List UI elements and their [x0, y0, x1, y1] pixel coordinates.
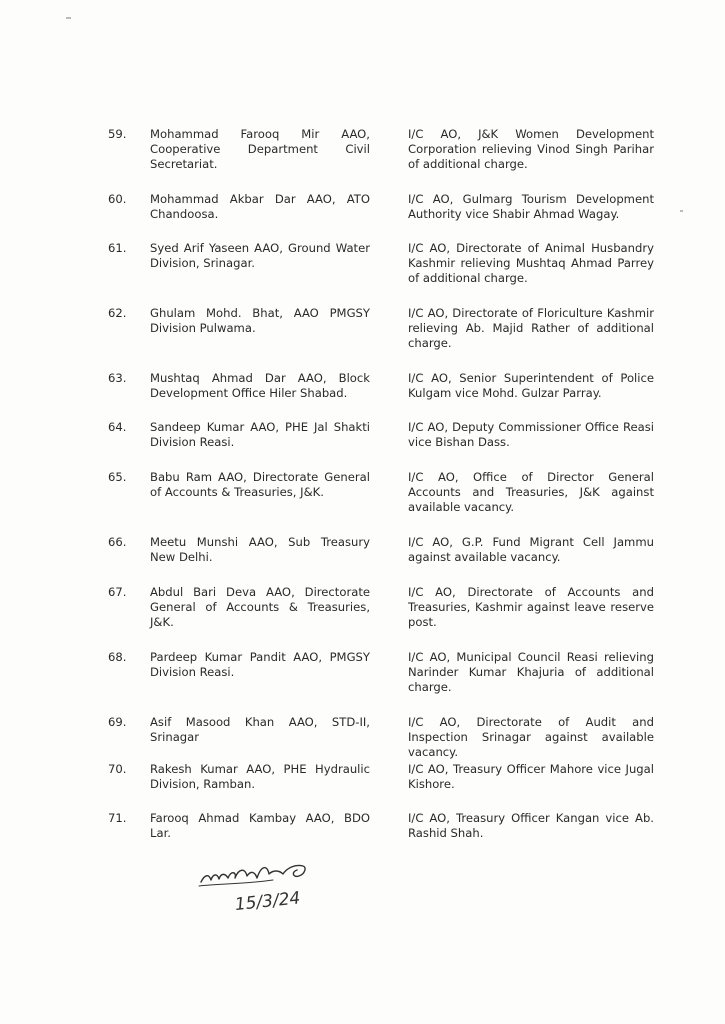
entry-number: 70.	[108, 762, 127, 776]
officer-details: Rakesh Kumar AAO, PHE Hydraulic Division, Ramban.	[150, 762, 370, 791]
officer-details: Mushtaq Ahmad Dar AAO, Block Development Office Hiler Shabad.	[150, 371, 370, 400]
posting-details: I/C AO, Deputy Commissioner Office Reasi vice Bishan Dass.	[408, 420, 654, 449]
officer-details: Pardeep Kumar Pandit AAO, PMGSY Division Reasi.	[150, 650, 370, 679]
officer-details: Sandeep Kumar AAO, PHE Jal Shakti Division Reasi.	[150, 420, 370, 449]
entry-number: 59.	[108, 127, 127, 141]
posting-details: I/C AO, Treasury Officer Kangan vice Ab. Rashid Shah.	[408, 811, 654, 840]
entry-number: 66.	[108, 535, 127, 549]
scan-speck	[680, 210, 683, 212]
entry-number: 67.	[108, 585, 127, 599]
posting-details: I/C AO, Gulmarg Tourism Development Authority vice Shabir Ahmad Wagay.	[408, 192, 654, 221]
officer-details: Farooq Ahmad Kambay AAO, BDO Lar.	[150, 811, 370, 840]
posting-details: I/C AO, Directorate of Animal Husbandry Kashmir relieving Mushtaq Ahmad Parrey of additional charge.	[408, 241, 654, 285]
posting-details: I/C AO, Directorate of Audit and Inspection Srinagar against available vacancy.	[408, 715, 654, 759]
officer-details: Syed Arif Yaseen AAO, Ground Water Division, Srinagar.	[150, 241, 370, 270]
signature-stroke	[201, 865, 305, 882]
entry-number: 65.	[108, 470, 127, 484]
entry-number: 63.	[108, 371, 127, 385]
posting-details: I/C AO, J&K Women Development Corporation relieving Vinod Singh Parihar of additional charge.	[408, 127, 654, 171]
officer-details: Meetu Munshi AAO, Sub Treasury New Delhi.	[150, 535, 370, 564]
posting-details: I/C AO, Office of Director General Accounts and Treasuries, J&K against available vacancy.	[408, 470, 654, 514]
posting-details: I/C AO, Directorate of Accounts and Treasuries, Kashmir against leave reserve post.	[408, 585, 654, 629]
officer-details: Abdul Bari Deva AAO, Directorate General of Accounts & Treasuries, J&K.	[150, 585, 370, 629]
posting-details: I/C AO, Directorate of Floriculture Kashmir relieving Ab. Majid Rather of additional charge.	[408, 306, 654, 350]
entry-number: 64.	[108, 420, 127, 434]
officer-details: Mohammad Akbar Dar AAO, ATO Chandoosa.	[150, 192, 370, 221]
signature-stroke	[199, 880, 273, 886]
posting-details: I/C AO, Municipal Council Reasi relieving Narinder Kumar Khajuria of additional charge.	[408, 650, 654, 694]
posting-details: I/C AO, Senior Superintendent of Police Kulgam vice Mohd. Gulzar Parray.	[408, 371, 654, 400]
posting-details: I/C AO, G.P. Fund Migrant Cell Jammu against available vacancy.	[408, 535, 654, 564]
entry-number: 68.	[108, 650, 127, 664]
scan-speck	[66, 17, 71, 19]
entry-number: 60.	[108, 192, 127, 206]
officer-details: Mohammad Farooq Mir AAO, Cooperative Department Civil Secretariat.	[150, 127, 370, 171]
officer-details: Babu Ram AAO, Directorate General of Accounts & Treasuries, J&K.	[150, 470, 370, 499]
entry-number: 69.	[108, 715, 127, 729]
handwritten-signature	[195, 860, 325, 920]
entry-number: 61.	[108, 241, 127, 255]
entry-number: 71.	[108, 811, 127, 825]
officer-details: Ghulam Mohd. Bhat, AAO PMGSY Division Pulwama.	[150, 306, 370, 335]
signature-date: 15/3/24	[233, 888, 302, 916]
officer-details: Asif Masood Khan AAO, STD-II, Srinagar	[150, 715, 370, 744]
posting-details: I/C AO, Treasury Officer Mahore vice Jugal Kishore.	[408, 762, 654, 791]
entry-number: 62.	[108, 306, 127, 320]
